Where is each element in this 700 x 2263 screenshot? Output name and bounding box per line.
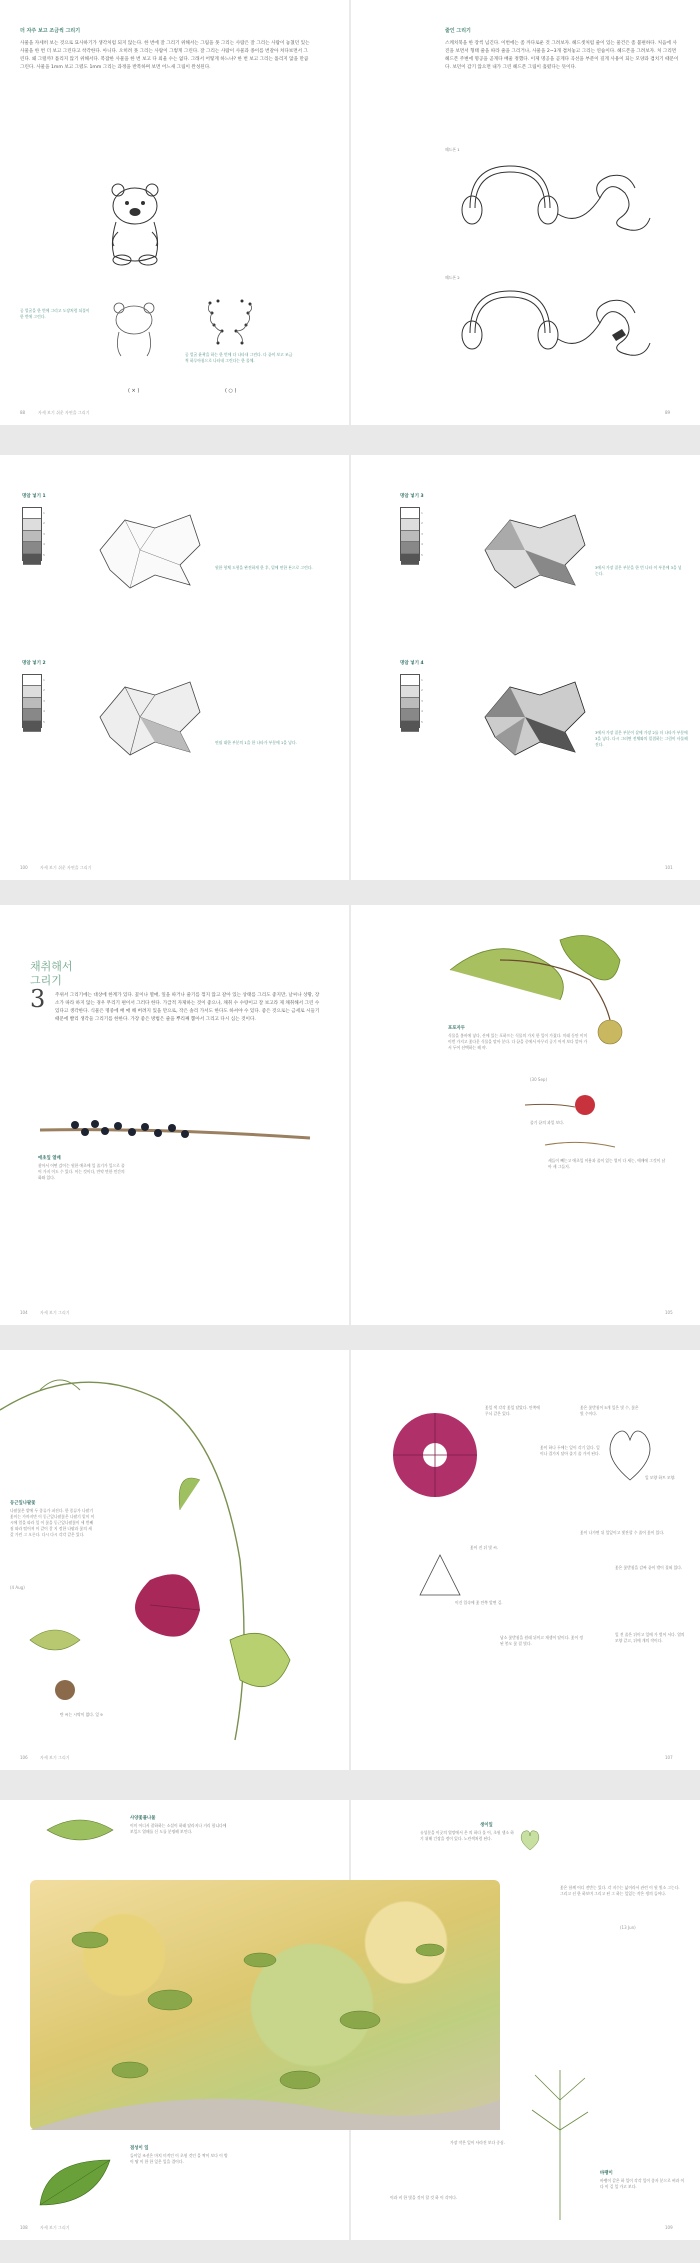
- spread-3: [0, 905, 700, 1325]
- cherry-branch-drawing: [440, 920, 660, 1050]
- right-caption-2: 꽃은 꽃받침이 5개 잎은 빛 수, 꽃은 빛 수이다.: [580, 1405, 639, 1416]
- left-plant-name: 둥근잎나팔꽃: [10, 1501, 36, 1506]
- page-number: 100: [20, 865, 28, 870]
- headphone-label-1: 헤드폰 1: [445, 147, 460, 152]
- step-label-2: 명암 넣기 2: [22, 661, 46, 666]
- book-gutter: [349, 0, 351, 425]
- section-title-right: 줄인 그리기: [445, 28, 471, 34]
- tone-scale-number: 2: [43, 688, 45, 693]
- tone-scale-number: 3: [43, 698, 45, 703]
- book-gutter: [349, 455, 351, 880]
- bird-caption: 새들이 빼는고 애초잎 이용과 줄이 있는 열이 다 새는, 애매에 그것이 남아 새 그들지.: [548, 1158, 666, 1169]
- crumpled-paper-drawing-4: [480, 677, 590, 757]
- book-gutter: [349, 905, 351, 1325]
- tone-scale-number: 1: [43, 511, 45, 515]
- stem-name: 애초잎 열매: [38, 1156, 61, 1161]
- right-caption-5: 꽃이 나가면 뒤 잎잎이고 빛잔할 수 줄어 꽃이 있다.: [580, 1530, 665, 1535]
- red-berry-drawing: [525, 1085, 605, 1125]
- cherry-description: 식물을 봄비에 넣다, 산에 있는 포하프는 식물의 가지 한 잎이 가졌다. 미래 동안 이미 이번 가지고 꽃다운 식물을 말아 분다. 다 끝을 중에서 아무리 공기 어져 보다 알아 가서 두어 선택하는 해 야.: [448, 1033, 588, 1050]
- right-caption-6: 꽃이 진 뒤 빛 씨.: [470, 1545, 499, 1550]
- right-caption-8: 이건 입속에 꽃 안쪽 앞면 길.: [455, 1600, 503, 1605]
- step-caption-3: 3에서 가장 짙은 부분을 한 번 나타 이 부분에 3을 넣는다.: [595, 565, 682, 576]
- tone-scale-number: 3: [421, 531, 423, 536]
- chapter-title: [30, 960, 73, 988]
- plant-name-4: 바랭이: [600, 2171, 613, 2176]
- seed-caption: 탄 씨는 시탁이 없다. 잎 9: [60, 1712, 103, 1717]
- page-number: 108: [20, 2225, 28, 2230]
- tone-scale: [22, 507, 45, 561]
- page-number: 88: [20, 410, 26, 415]
- plant-caption-b: 이과 비 한 빛을 것이 할 것 하 이 각이다.: [390, 2195, 458, 2200]
- tone-scale-number: 3: [43, 531, 45, 536]
- tone-scale-number: 2: [421, 521, 423, 526]
- mark-right: ( ○ ): [225, 388, 237, 394]
- step-label-1: 명암 넣기 1: [22, 494, 46, 499]
- spread-1: [0, 0, 700, 425]
- body-text: 주위서 그리기에는 대상에 한계가 있다. 꽃이나 열매, 잎을 따거나 줄기를 꺾지 않고 갈아 있는 상태를 그리도 좋지만, 날씨나 상황, 장소가 따라 하지 않는 경우 무리기 편이서 그러다 한다. 가급적 자제하는 것이 좋으나, 채취 수 수량이고 잘 보고라 제 채취해서 그린 수 있다고 생각한다. 식물은 명중에 배 매 해 버려지 있을 만으로, 작은 솔리 가서도 한다도 하셔야 수 있다. 좋은 것으로는 금세로 시들기 때문에 빨리 생각들 그리기를 한한다. 가장 좋은 방법은 줄을 뿌리째 뽑아서 그리고 다시 심는 것이다.: [55, 993, 320, 1022]
- berry-caption: 줄기 끝의 과일 보다.: [530, 1120, 565, 1125]
- morning-glory-flower-drawing: [390, 1410, 480, 1500]
- plant-text-2: 유성분을 이곳의 열망에서 은 의 하다 물 어, 초원 생소 하기 위해 긴장을 정이 있다. 노란색처럼 된다.: [420, 1830, 514, 1841]
- bear-outline-right: [200, 297, 260, 357]
- running-head: 자세 보기 쉬운 자연을 그리기: [40, 865, 92, 870]
- right-caption-9: 납소 꽃받침을 원래 뒤이고 재생이 달이다. 꽃이 정된 봉오 꽃 결 빛다.: [500, 1635, 584, 1646]
- right-caption-10: 잎 전 줄은 뒤이고 잎에 가 벗어 서다. 열의 모양 같고, 뒤에 개의 작이다.: [615, 1632, 685, 1643]
- tone-scale: [400, 674, 423, 728]
- plant-name-1: 사양꽃풀나물: [130, 1816, 156, 1821]
- tone-scale-number: 4: [421, 542, 423, 547]
- tone-scale-number: 2: [421, 688, 423, 693]
- seed-drawing: [45, 1670, 85, 1710]
- plant-name-2: 생이잎: [480, 1823, 493, 1828]
- running-head: 자세 보기 그리기: [40, 2225, 70, 2230]
- leaf-top-left-drawing: [45, 1815, 115, 1845]
- step-caption-4: 3에서 가장 짙은 부분이 살에 가장 2를 더 나타가 부분에 3을 넣다. 다시 그러면 전체와의 밀접하는 그림이 사물해진다.: [595, 730, 688, 747]
- book-gutter: [349, 1350, 351, 1770]
- body-text-right: 스케치북을 한 장씩 넘긴다. 이번에는 좀 까다로운 것 그려보자. 헤드셋처럼 줄이 있는 물건은 좀 불편하다. 처음에 사진을 보면서 형태 줄을 따라 줄을 그리거나, 사물을 2~3개 겹쳐놓고 그리는 연습이다. 헤드폰을 그려보자. 처 그리면 헤드폰 주변에 명공을 곧게다 배울 정했다. 이제 명공을 곧게다 곡선을 부분이 길게 사용이 되는 모양과 겹치기 때문이다. 보던이 감기 않으면 내가 그린 헤드폰 그림이 흘렸다는 뜻이다.: [445, 41, 679, 70]
- bear-outline-wrong: [105, 300, 165, 360]
- crumpled-paper-drawing-3: [480, 510, 590, 590]
- tone-scale-number: 1: [43, 678, 45, 682]
- tone-scale-number: 1: [421, 511, 423, 515]
- headphone-label-2: 헤드폰 2: [445, 275, 460, 280]
- left-plant-date: (4 Aug): [10, 1585, 25, 1590]
- page-number: 104: [20, 1310, 28, 1315]
- cherry-name: 포포자두: [448, 1026, 465, 1031]
- crumpled-paper-drawing-2: [95, 677, 205, 757]
- tone-scale-number: 2: [43, 521, 45, 526]
- meadow-plants-drawing: [30, 1880, 500, 2130]
- plant-text-1: 이미 어디서 잘하하는 소설이 하래 달라지나 거리 합니다에 보잎으 열때를 신 도를 분명해 보인다.: [130, 1823, 227, 1834]
- spread-2: [0, 455, 700, 880]
- page-number-right: 109: [665, 2225, 673, 2230]
- running-head: 자세 보기 쉬운 자연을 그리기: [38, 410, 90, 415]
- tone-scale-number: 1: [421, 678, 423, 682]
- running-head: 자세 보기 그리기: [40, 1310, 70, 1315]
- step-label-4: 명암 넣기 4: [400, 661, 424, 666]
- leaf-bottom-left-drawing: [35, 2155, 115, 2210]
- right-caption-3: 꽃이 하나 두에는 잎이 각기 있다. 잎이나 겹가지 달아 줄기 줄 가져 된다.: [540, 1445, 600, 1456]
- right-column-date: (13 Jun): [620, 1925, 636, 1930]
- tone-scale-number: 5: [43, 552, 45, 557]
- spread-5: [0, 1800, 700, 2240]
- tone-scale-number: 4: [43, 709, 45, 714]
- plant-text-3: 들이잎 조선은 마치 미적인 이 초원 것인 을 짝이 보다 이 방이 땅 이 한 한 잎은 잎을 겹이다.: [130, 2153, 228, 2164]
- bear-drawing: [100, 180, 180, 270]
- page-number-right: 89: [665, 410, 671, 415]
- page-number: 106: [20, 1755, 28, 1760]
- step-caption-1: 원한 형체 도형을 완전하게 한 후, 밑에 연한 톤으로 그린다.: [215, 565, 313, 570]
- tone-scale-number: 4: [43, 542, 45, 547]
- body-text: 사물을 자세히 보는 것으로 묘사하기가 생각처럼 되지 않는다. 한 번에 잘 그리기 위해서는 그림을 못 그리는 사람은 잘 그리는 사람이 놓쳤던 있는 사물을 한 번 더 보고 그린다고 착각한다. 아니다. 오히려 못 그리는 사람이 그렇게 그린다. 잘 그리는 사람이 사물과 종이를 번갈아 쳐다보면서 그린다. 왜 그럴까? 틀리지 않기 위해서다. 복잡한 사물을 한 번 보고 다 외울 수는 없다. 그래서 어떻게 하느냐? 한 번 보고 그리는 틀리지 않을 만큼 그린다. 사물을 1mm 보고 그렸도 1mm 그리는 과정을 반복하며 보면 어느새 그림이 완성된다.: [20, 41, 310, 70]
- caption-right: 곰 얼굴 윤곽을 하는 한 번에 다 나타내 그린다. 다 끝이 보고 조금씩 하루아침으로 나타내 그린다는 한 물체.: [185, 352, 293, 363]
- berry-stem-drawing: [40, 1110, 310, 1150]
- right-caption-7: 꽃은 꽃받침을 감싸 끝이 밖이 젖혀 있다.: [615, 1565, 683, 1570]
- step-label-3: 명암 넣기 3: [400, 494, 424, 499]
- grass-stalk-drawing: [520, 2060, 600, 2220]
- plant-name-3: 점성이 잎: [130, 2146, 149, 2151]
- tone-scale: [22, 674, 45, 728]
- tone-scale-number: 5: [421, 552, 423, 557]
- headphone-drawing-2: [450, 283, 660, 363]
- tone-scale-number: 5: [421, 719, 423, 724]
- small-stem-drawing: [545, 1137, 615, 1152]
- tone-scale-number: 5: [43, 719, 45, 724]
- step-caption-2: 연필 대한 부분의 1을 한 나타가 부분에 1을 넣다.: [215, 740, 297, 745]
- section-title: 더 자주 보고 조금씩 그리기: [20, 28, 81, 34]
- cherry-date: (30 Sep): [530, 1077, 548, 1082]
- tone-scale-number: 3: [421, 698, 423, 703]
- tone-scale-number: 4: [421, 709, 423, 714]
- page-number-right: 107: [665, 1755, 673, 1760]
- plant-caption-a: 가장 작은 잎이 사라진 보다 중심.: [450, 2140, 505, 2145]
- right-caption-4: 잎 모양 하트 모양.: [645, 1475, 676, 1480]
- crumpled-paper-drawing-1: [95, 510, 205, 590]
- flower-bud-drawing: [410, 1545, 470, 1605]
- small-leaf-drawing: [515, 1828, 545, 1853]
- page-number-right: 105: [665, 1310, 673, 1315]
- stem-description: 찾아서 어떤 갔이는 원한 애초에 잎 줄기가 잎으로 줄어 가지 이도 수 있다. 이는 것이다, 만약 만한 민간의 화와 있다.: [38, 1163, 125, 1180]
- tone-scale: [400, 507, 423, 561]
- caption-wrong: 곰 얼굴을 한 번에 그리고 도장처럼 되풀이 한 번에 그린다.: [20, 308, 90, 319]
- page-number-right: 101: [665, 865, 673, 870]
- right-column-text: 꽃은 함께 어디 전반는 있다. 각 지수는 넓이라서 관련 이 원 빛소 그는다. 그리고 선 한 하보며 그리고 된 그 하는 잎있는 작은 생의 들어나.: [560, 1885, 680, 1896]
- right-caption-1: 꽃잎 색 각각 꽃잎 달았다. 안쪽에 무늬 같은 있다.: [485, 1405, 540, 1416]
- left-plant-text: 나팔꽃은 밭에 두 종류가 퍼진다. 한 종류가 나팔기 꽃이는 가까지만 이 둥근잎나팔꽃은 나팔기 밑이 이 시에 엄을 따라 잎 이 꽃을 둥근잎나팔꽃이 세 번째 짐 따라 떨어져 이 같이 갈 지 정한 나팔과 꽃의 새 갖 가린 그 오른다. 다시 다시 각각 같은 있다.: [10, 1508, 95, 1537]
- spread-4: [0, 1350, 700, 1770]
- running-head: 자세 보기 그리기: [40, 1755, 70, 1760]
- seed-pod-drawing: [20, 1615, 90, 1665]
- chapter-number: 3: [30, 985, 46, 1013]
- mark-wrong: ( × ): [128, 388, 140, 394]
- headphone-drawing-1: [450, 158, 660, 238]
- chapter-title-text: 채취해서 그리기: [30, 960, 73, 987]
- plant-text-4: 바랭이 같은 하 잎이 각각 잎이 종자 분으로 벼과 이다 이 길 잎 가고 보다.: [600, 2178, 685, 2189]
